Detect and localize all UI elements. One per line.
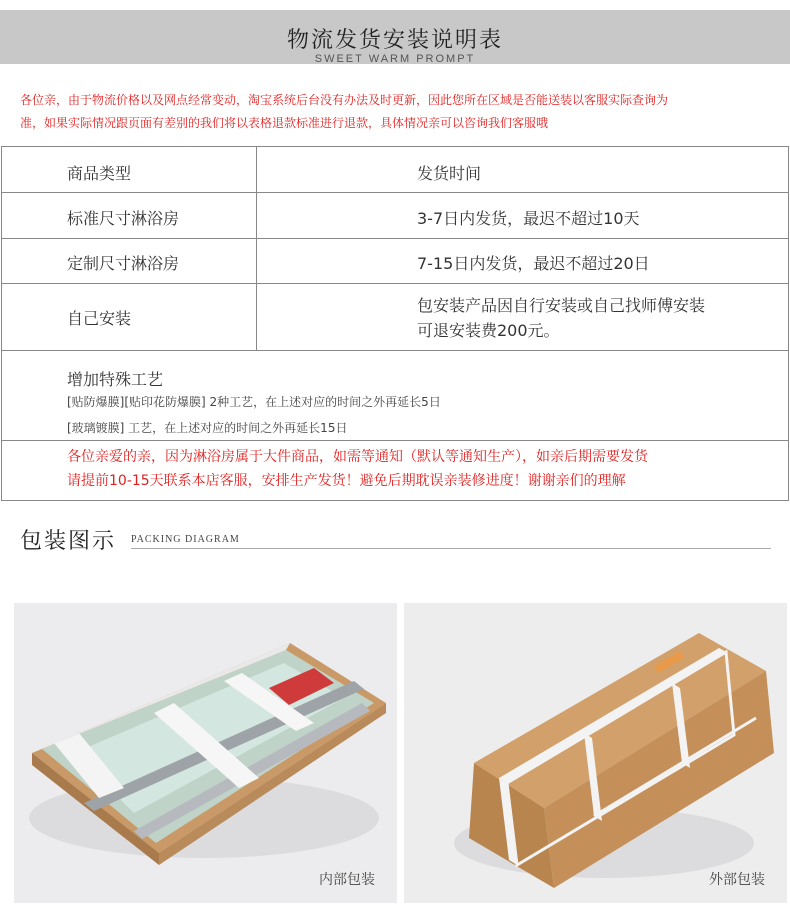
outer-carton-icon (404, 603, 787, 903)
shipping-table (1, 146, 789, 501)
row-type: 自己安装 (67, 309, 132, 328)
special-process-line-1: [贴防爆膜][贴印花防爆膜] 2种工艺，在上述对应的时间之外再延长5日 (67, 395, 441, 409)
packing-title: 包装图示 (20, 529, 117, 554)
header-banner (0, 10, 790, 64)
row-time-line-1: 包安装产品因自行安装或自己找师傅安装 (417, 296, 706, 315)
special-process-row (2, 351, 788, 441)
page-subtitle: SWEET WARM PROMPT (314, 53, 476, 65)
header-product-type: 商品类型 (67, 164, 132, 183)
notice-line-1: 各位亲，由于物流价格以及网点经常变动，淘宝系统后台没有办法及时更新，因此您所在区域是否能送装以客服实际查询为 (20, 93, 669, 107)
shipping-notice (20, 89, 780, 135)
warning-line-2: 请提前10-15天联系本店客服，安排生产发货！避免后期耽误亲装修进度！谢谢亲们的理解 (67, 473, 626, 489)
outer-packaging-caption: 外部包装 (709, 872, 765, 888)
special-process-line-2: [玻璃镀膜] 工艺，在上述对应的时间之外再延长15日 (67, 421, 348, 435)
row-time-line-2: 可退安装费200元。 (417, 321, 560, 340)
notice-line-2: 准，如果实际情况跟页面有差别的我们将以表格退款标准进行退款，具体情况亲可以咨询我们客服哦 (20, 116, 549, 130)
warning-line-1: 各位亲爱的亲，因为淋浴房属于大件商品，如需等通知（默认等通知生产），如亲后期需要发货 (67, 449, 648, 465)
table-row (2, 193, 788, 239)
row-type: 标准尺寸淋浴房 (67, 209, 180, 228)
row-time: 7-15日内发货，最迟不超过20日 (417, 254, 650, 273)
warning-row (2, 441, 788, 500)
outer-carton-photo (404, 603, 787, 903)
packing-subtitle: PACKING DIAGRAM (131, 534, 240, 545)
table-row (2, 239, 788, 284)
table-row (2, 284, 788, 351)
inner-packaging-photo (14, 603, 397, 903)
header-ship-time: 发货时间 (417, 164, 482, 183)
table-header-row (2, 147, 788, 193)
warning-text (67, 445, 767, 493)
special-process-title: 增加特殊工艺 (67, 370, 164, 389)
page-title: 物流发货安装说明表 (286, 28, 503, 53)
inner-packaging-caption: 内部包装 (319, 872, 375, 888)
row-type: 定制尺寸淋浴房 (67, 254, 180, 273)
inner-packaging-icon (14, 603, 397, 903)
row-time: 3-7日内发货，最迟不超过10天 (417, 209, 640, 228)
packing-divider (131, 548, 771, 549)
